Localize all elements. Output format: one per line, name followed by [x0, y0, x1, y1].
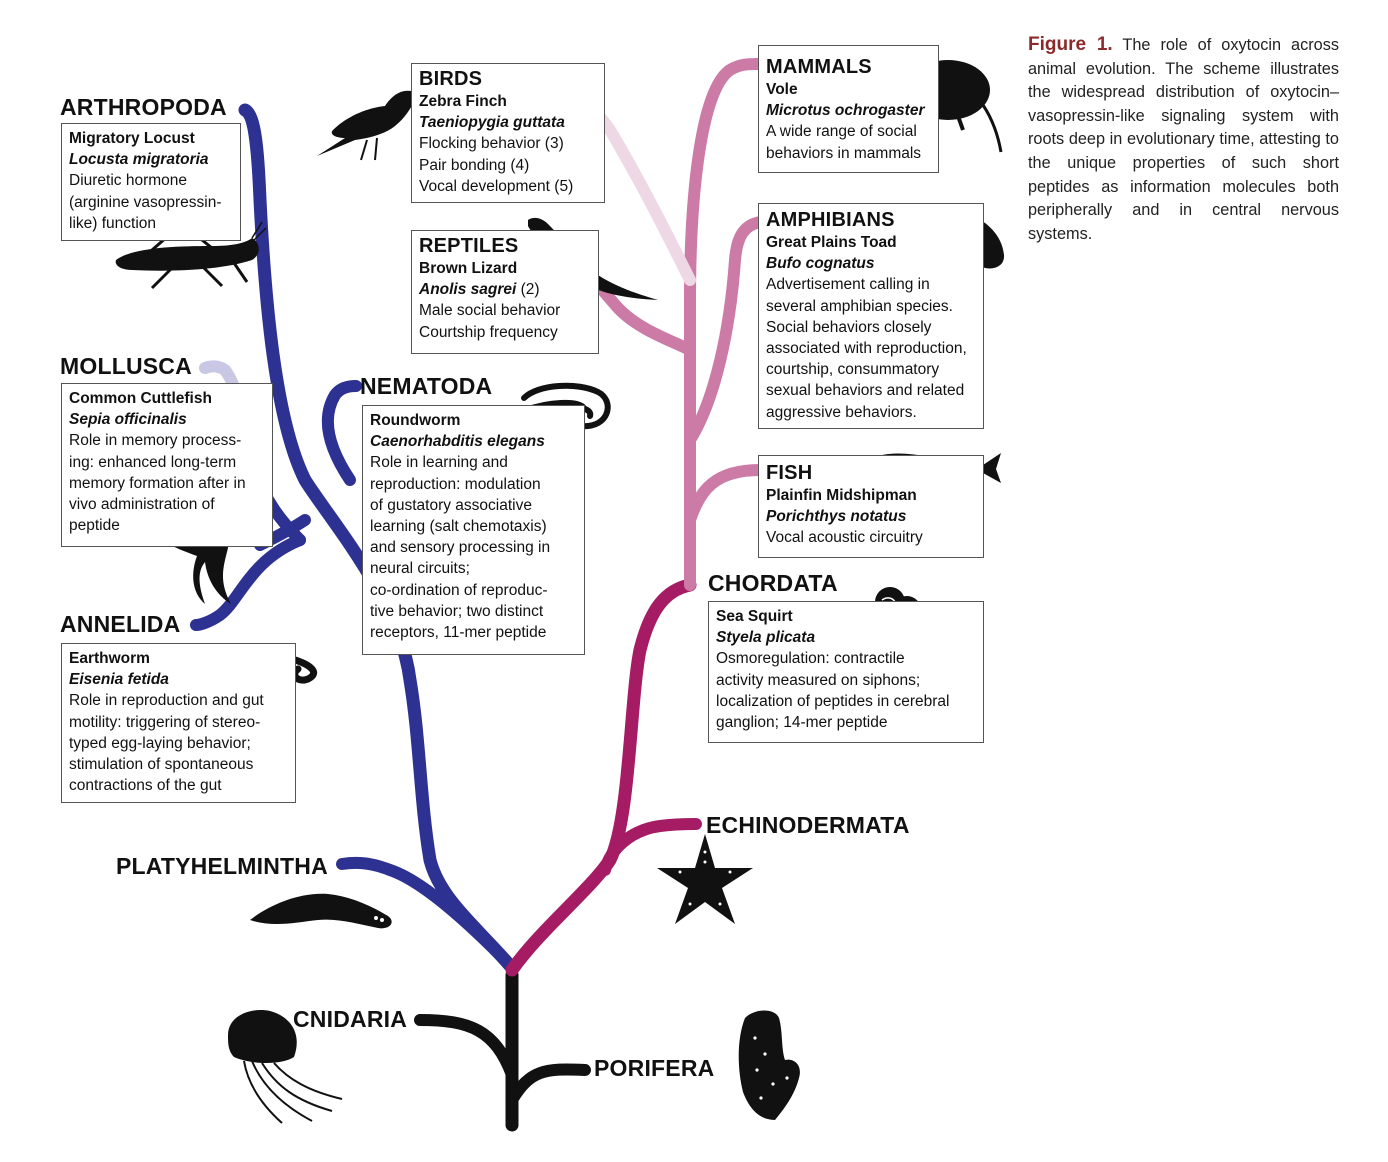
- scientific-name: Styela plicata: [716, 629, 816, 647]
- description-line: several amphibian species.: [766, 297, 953, 315]
- description-line: Flocking behavior (3): [419, 135, 564, 153]
- common-name: Zebra Finch: [419, 93, 507, 110]
- title-reptiles: REPTILES: [419, 235, 519, 257]
- common-name: Plainfin Midshipman: [766, 487, 917, 504]
- info-box-fish: [758, 455, 984, 558]
- description-line: Advertisement calling in: [766, 276, 930, 294]
- scientific-name: Locusta migratoria: [69, 151, 209, 169]
- description-line: sexual behaviors and related: [766, 382, 965, 400]
- description-line: contractions of the gut: [69, 777, 222, 795]
- common-name: Roundworm: [370, 412, 461, 429]
- description-line: and sensory processing in: [370, 539, 551, 557]
- title-birds: BIRDS: [419, 68, 483, 90]
- description-line: learning (salt chemotaxis): [370, 518, 547, 536]
- scientific-name: Caenorhabditis elegans: [370, 433, 545, 451]
- branch-cnidaria: [420, 1020, 512, 1075]
- description-line: courtship, consummatory: [766, 361, 940, 379]
- title-mollusca: MOLLUSCA: [60, 353, 192, 379]
- description-line: ing: enhanced long-term: [69, 453, 237, 471]
- description-line: Courtship frequency: [419, 323, 558, 341]
- branch-nematoda: [328, 386, 356, 480]
- description-line: neural circuits;: [370, 560, 470, 578]
- title-porifera: PORIFERA: [594, 1055, 715, 1081]
- branch-porifera: [512, 1069, 585, 1100]
- title-amphibians: AMPHIBIANS: [766, 209, 895, 231]
- info-box-arthropoda: [61, 123, 241, 241]
- description-line: tive behavior; two distinct: [370, 602, 544, 620]
- title-fish: FISH: [766, 462, 813, 484]
- branch-amphibians: [690, 222, 760, 440]
- description-line: Osmoregulation: contractile: [716, 650, 905, 668]
- title-echinodermata: ECHINODERMATA: [706, 812, 910, 838]
- description-line: motility: triggering of stereo-: [69, 713, 261, 731]
- common-name: Migratory Locust: [69, 130, 195, 147]
- common-name: Common Cuttlefish: [69, 390, 212, 407]
- common-name: Vole: [766, 81, 798, 98]
- sponge-silhouette-icon: [735, 1008, 805, 1123]
- description-line: vivo administration of: [69, 496, 215, 514]
- info-box-birds: [411, 63, 605, 203]
- info-box-mammals: [758, 45, 939, 173]
- description-line: Vocal acoustic circuitry: [766, 529, 923, 547]
- description-line: localization of peptides in cerebral: [716, 692, 950, 710]
- branch-fish: [690, 470, 760, 520]
- common-name: Sea Squirt: [716, 608, 793, 625]
- scientific-name: Porichthys notatus: [766, 508, 907, 526]
- description-line: like) function: [69, 214, 157, 232]
- description-line: Role in memory process-: [69, 432, 242, 450]
- common-name: Brown Lizard: [419, 260, 518, 277]
- description-line: ganglion; 14-mer peptide: [716, 714, 888, 732]
- scientific-name: Sepia officinalis: [69, 411, 187, 429]
- description-line: Male social behavior: [419, 302, 561, 320]
- figure-caption: [1028, 33, 1339, 246]
- title-platyhelmintha: PLATYHELMINTHA: [116, 853, 328, 879]
- title-annelida: ANNELIDA: [60, 611, 181, 637]
- info-box-chordata: [708, 601, 984, 743]
- description-line: reproduction: modulation: [370, 475, 541, 493]
- scientific-name: Anolis sagrei: [419, 281, 517, 299]
- description-line: Vocal development (5): [419, 177, 574, 195]
- title-arthropoda: ARTHROPODA: [60, 94, 227, 120]
- figure-label: Figure 1.: [1028, 34, 1113, 55]
- description-line: aggressive behaviors.: [766, 403, 917, 421]
- description-line: activity measured on siphons;: [716, 671, 921, 689]
- description-line: typed egg-laying behavior;: [69, 734, 251, 752]
- description-line: (arginine vasopressin-: [69, 193, 222, 211]
- description-line: memory formation after in: [69, 474, 246, 492]
- description-line: Role in learning and: [370, 454, 508, 472]
- scientific-name: Microtus ochrogaster: [766, 102, 925, 120]
- description-line: associated with reproduction,: [766, 340, 967, 358]
- info-box-annelida: [61, 643, 296, 803]
- scientific-name: Taeniopygia guttata: [419, 114, 565, 132]
- description-line: Pair bonding (4): [419, 156, 530, 174]
- description-line: peptide: [69, 517, 120, 535]
- description-line: receptors, 11-mer peptide: [370, 624, 547, 642]
- description-line: Role in reproduction and gut: [69, 692, 264, 710]
- description-line: Social behaviors closely: [766, 318, 932, 336]
- caption-text: The role of oxytocin across animal evolution. The scheme illustrates the widespread distribution of oxytocin–vasopressin-like signaling system with roots deep in evolutionary time, attesting to the unique properties of such short peptides as information molecules both peripherally and in central nervous systems.: [1028, 36, 1339, 243]
- description-line: Diuretic hormone: [69, 172, 188, 190]
- title-mammals: MAMMALS: [766, 56, 872, 78]
- info-box-nematoda: [362, 405, 585, 655]
- common-name: Great Plains Toad: [766, 234, 897, 251]
- description-line: of gustatory associative: [370, 496, 532, 514]
- bird-silhouette-icon: [315, 78, 425, 168]
- info-box-mollusca: [61, 383, 273, 547]
- flatworm-silhouette-icon: [248, 888, 398, 933]
- reference-number: (2): [516, 281, 540, 299]
- starfish-silhouette-icon: [655, 832, 755, 927]
- description-line: behaviors in mammals: [766, 144, 922, 162]
- scientific-name: Bufo cognatus: [766, 255, 875, 273]
- scientific-name: Eisenia fetida: [69, 671, 169, 689]
- title-chordata: CHORDATA: [708, 570, 838, 596]
- description-line: A wide range of social: [766, 123, 917, 141]
- description-line: co-ordination of reproduc-: [370, 581, 548, 599]
- title-cnidaria: CNIDARIA: [293, 1006, 408, 1032]
- title-nematoda: NEMATODA: [360, 373, 493, 399]
- info-box-reptiles: [411, 230, 599, 354]
- info-box-amphibians: [758, 203, 984, 429]
- description-line: stimulation of spontaneous: [69, 756, 254, 774]
- common-name: Earthworm: [69, 650, 150, 667]
